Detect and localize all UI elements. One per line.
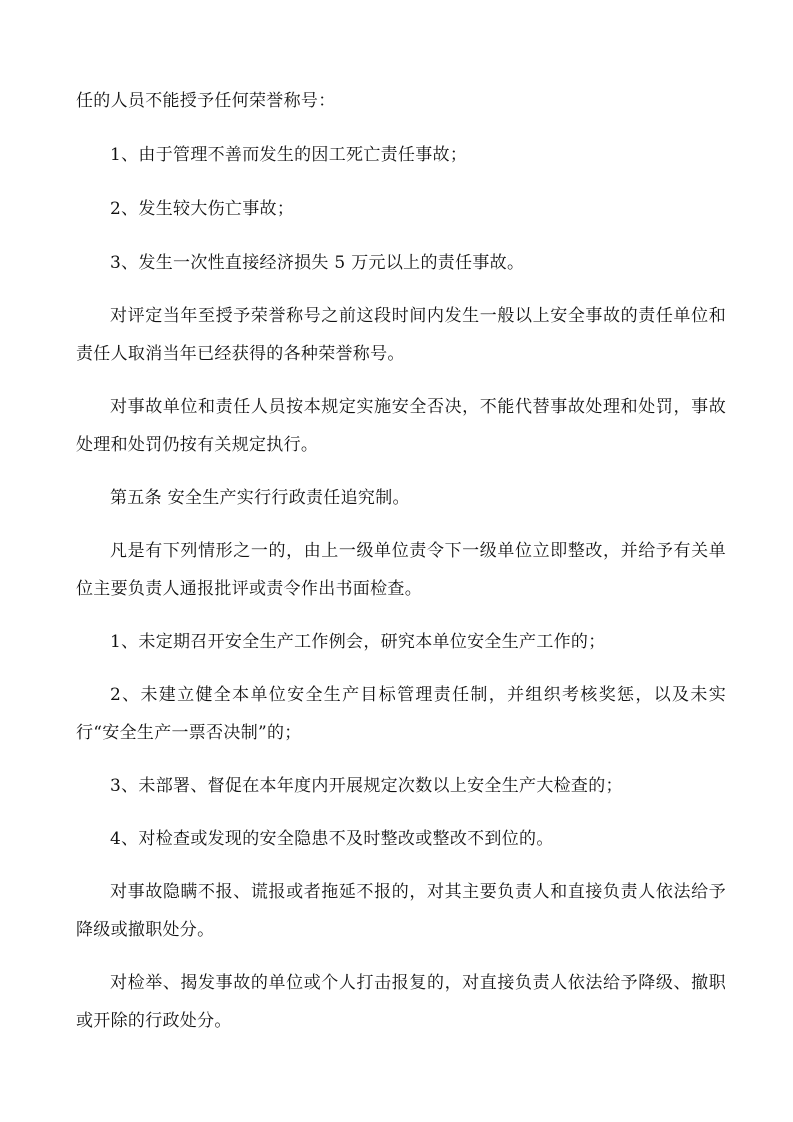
case-item-2: 2、未建立健全本单位安全生产目标管理责任制，并组织考核奖惩，以及未实行“安全生产一票否决制”的； [76,685,726,743]
case-item-3: 3、未部署、督促在本年度内开展规定次数以上安全生产大检查的； [110,776,623,796]
case-item-4: 4、对检查或发现的安全隐患不及时整改或整改不到位的。 [110,829,554,849]
article-5-heading: 第五条 安全生产实行行政责任追究制。 [110,488,410,508]
case-item-1: 1、未定期召开安全生产工作例会，研究本单位安全生产工作的； [110,632,606,652]
paragraph-retaliation: 对检举、揭发事故的单位或个人打击报复的，对直接负责人依法给予降级、撤职或开除的行政处分。 [76,973,726,1031]
paragraph-honor-revocation: 对评定当年至授予荣誉称号之前这段时间内发生一般以上安全事故的责任单位和责任人取消当年已经获得的各种荣誉称号。 [76,306,726,364]
list-item-1: 1、由于管理不善而发生的因工死亡责任事故； [110,145,468,165]
paragraph-continuation: 任的人员不能授予任何荣誉称号： [76,91,336,111]
list-item-2: 2、发生较大伤亡事故； [110,199,295,219]
document-body [76,82,726,1040]
paragraph-rectification: 凡是有下列情形之一的，由上一级单位责令下一级单位立即整改，并给予有关单位主要负责人通报批评或责令作出书面检查。 [76,541,726,599]
paragraph-concealment: 对事故隐瞒不报、谎报或者拖延不报的，对其主要负责人和直接负责人依法给予降级或撤职处分。 [76,882,726,940]
list-item-3: 3、发生一次性直接经济损失 5 万元以上的责任事故。 [110,253,525,273]
paragraph-safety-veto: 对事故单位和责任人员按本规定实施安全否决，不能代替事故处理和处罚，事故处理和处罚仍按有关规定执行。 [76,397,726,455]
